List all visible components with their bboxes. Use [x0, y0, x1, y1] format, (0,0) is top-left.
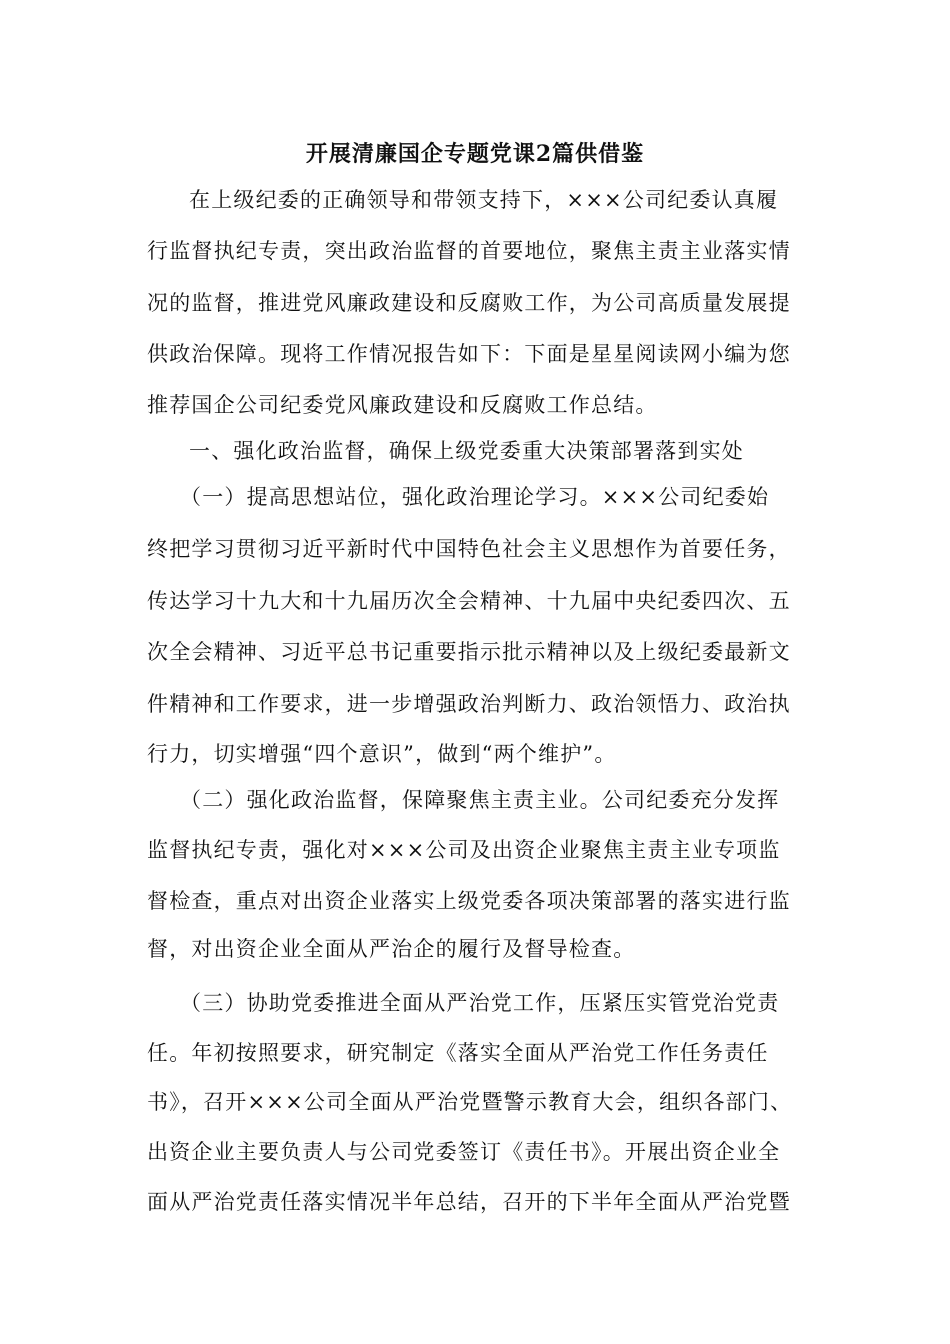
text-line: 书》，召开×××公司全面从严治党暨警示教育大会，组织各部门、 — [147, 1090, 793, 1114]
text-line: 任。年初按照要求，研究制定《落实全面从严治党工作任务责任 — [147, 1041, 769, 1065]
text-line: 传达学习十九大和十九届历次全会精神、十九届中央纪委四次、五 — [147, 589, 791, 613]
text-line: （一）提高思想站位，强化政治理论学习。×××公司纪委始 — [180, 485, 770, 509]
text-line: 督，对出资企业全面从严治企的履行及督导检查。 — [147, 937, 636, 961]
text-line: 况的监督，推进党风廉政建设和反腐败工作，为公司高质量发展提 — [147, 291, 791, 315]
text-line: 在上级纪委的正确领导和带领支持下，×××公司纪委认真履 — [189, 188, 779, 212]
text-line: 件精神和工作要求，进一步增强政治判断力、政治领悟力、政治执 — [147, 692, 791, 716]
text-line: 推荐国企公司纪委党风廉政建设和反腐败工作总结。 — [147, 393, 658, 417]
text-line: 监督执纪专责，强化对×××公司及出资企业聚焦主责主业专项监 — [147, 838, 781, 862]
document-title: 开展清廉国企专题党课2篇供借鉴 — [305, 141, 645, 167]
text-line: 督检查，重点对出资企业落实上级党委各项决策部署的落实进行监 — [147, 889, 791, 913]
text-line: 行力，切实增强“四个意识”，做到“两个维护”。 — [147, 742, 617, 766]
text-line: 面从严治党责任落实情况半年总结，召开的下半年全面从严治党暨 — [147, 1190, 791, 1214]
text-line: 出资企业主要负责人与公司党委签订《责任书》。开展出资企业全 — [147, 1140, 781, 1164]
text-line: 行监督执纪专责，突出政治监督的首要地位，聚焦主责主业落实情 — [147, 239, 791, 263]
text-line: 次全会精神、习近平总书记重要指示批示精神以及上级纪委最新文 — [147, 640, 791, 664]
text-line: （三）协助党委推进全面从严治党工作，压紧压实管党治党责 — [180, 991, 780, 1015]
text-line: 终把学习贯彻习近平新时代中国特色社会主义思想作为首要任务， — [147, 537, 791, 561]
section-heading: 一、强化政治监督，确保上级党委重大决策部署落到实处 — [189, 439, 744, 463]
text-line: 供政治保障。现将工作情况报告如下：下面是星星阅读网小编为您 — [147, 342, 791, 366]
text-line: （二）强化政治监督，保障聚焦主责主业。公司纪委充分发挥 — [180, 788, 780, 812]
